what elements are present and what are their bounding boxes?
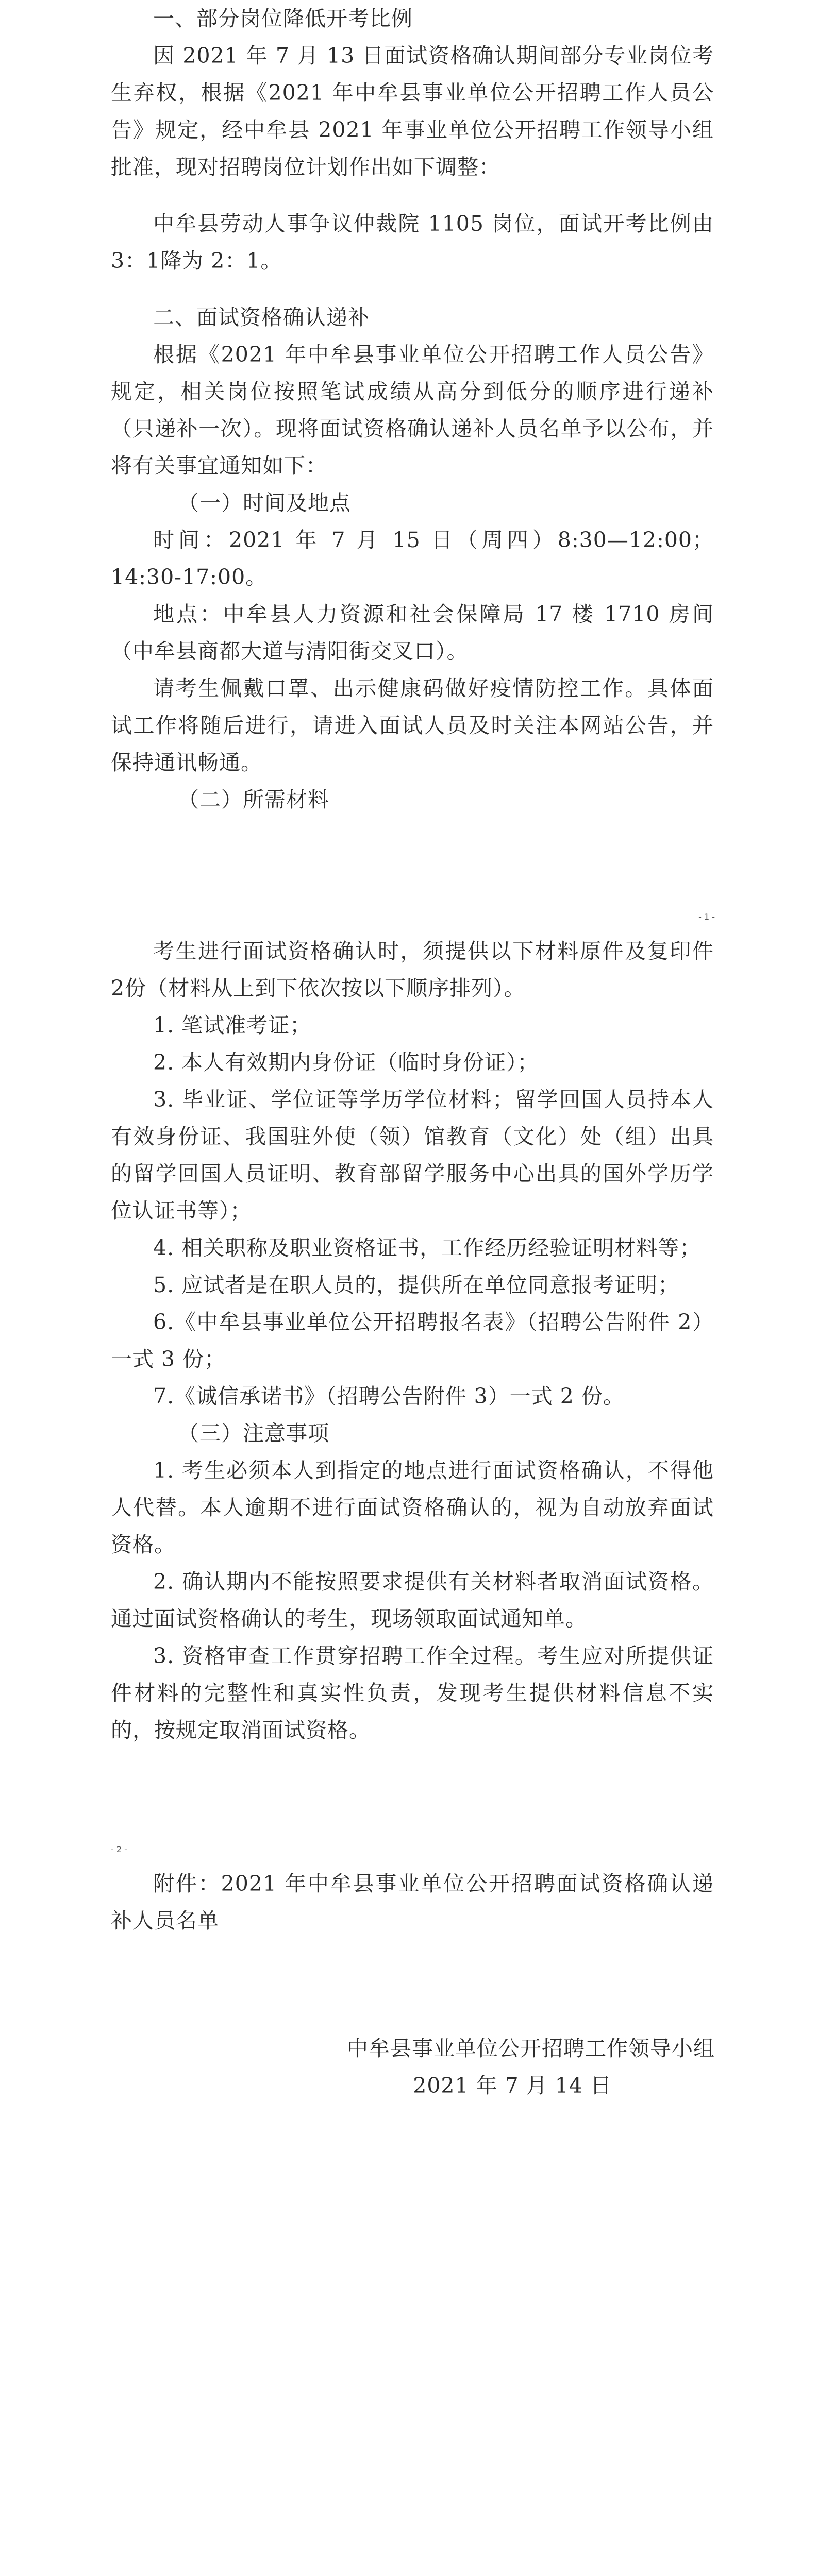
note-item-2: 2. 确认期内不能按照要求提供有关材料者取消面试资格。通过面试资格确认的考生，现场领取面试通知单。 <box>111 1569 714 1631</box>
material-item-2: 2. 本人有效期内身份证（临时身份证）； <box>153 1050 539 1075</box>
paragraph-materials-intro: 考生进行面试资格确认时，须提供以下材料原件及复印件 2份（材料从上到下依次按以下顺序排列）。 <box>111 939 714 1001</box>
signature-block <box>347 2030 715 2104</box>
subheading-materials: （二）所需材料 <box>178 787 329 812</box>
material-item-3: 3. 毕业证、学位证等学历学位材料；留学回国人员持本人有效身份证、我国驻外使（领）馆教育（文化）处（组）出具的留学回国人员证明、教育部留学服务中心出具的国外学历学位认证书等）； <box>111 1087 714 1223</box>
document-page-2 <box>0 933 818 1865</box>
note-item-3: 3. 资格审查工作贯穿招聘工作全过程。考生应对所提供证件材料的完整性和真实性负责，发现考生提供材料信息不实的，按规定取消面试资格。 <box>111 1643 714 1742</box>
paragraph-place: 地点：中牟县人力资源和社会保障局 17 楼 1710 房间（中牟县商都大道与清阳街交叉口）。 <box>111 602 714 664</box>
material-item-4: 4. 相关职称及职业资格证书，工作经历经验证明材料等； <box>153 1235 702 1260</box>
note-item-1: 1. 考生必须本人到指定的地点进行面试资格确认，不得他人代替。本人逾期不进行面试资格确认的，视为自动放弃面试资格。 <box>111 1458 714 1557</box>
page-3-body <box>111 1865 714 1939</box>
page-number-1: - 1 - <box>698 912 715 922</box>
material-item-5: 5. 应试者是在职人员的，提供所在单位同意报考证明； <box>153 1273 680 1297</box>
section-heading-1: 一、部分岗位降低开考比例 <box>153 6 413 31</box>
document-page-3 <box>0 1865 818 2576</box>
paragraph-adjustment-detail: 中牟县劳动人事争议仲裁院 1105 岗位，面试开考比例由3：1降为 2：1。 <box>111 211 714 273</box>
document-page-1 <box>0 0 818 933</box>
signature-organization: 中牟县事业单位公开招聘工作领导小组 <box>347 2036 715 2061</box>
material-item-7: 7.《诚信承诺书》（招聘公告附件 3）一式 2 份。 <box>153 1384 625 1409</box>
material-item-1: 1. 笔试准考证； <box>153 1013 312 1038</box>
paragraph-supplement-rule: 根据《2021 年中牟县事业单位公开招聘工作人员公告》规定，相关岗位按照笔试成绩从高分到低分的顺序进行递补（只递补一次）。现将面试资格确认递补人员名单予以公布，并将有关事宜通知如下： <box>111 342 714 478</box>
paragraph-time: 时间：2021 年 7 月 15 日（周四）8:30—12:00；14:30-17:00。 <box>111 528 714 589</box>
page-number-2: - 2 - <box>111 1844 127 1854</box>
signature-date: 2021 年 7 月 14 日 <box>413 2073 612 2098</box>
page-2-body <box>111 933 714 1749</box>
section-heading-2: 二、面试资格确认递补 <box>153 305 370 330</box>
paragraph-attachment: 附件：2021 年中牟县事业单位公开招聘面试资格确认递补人员名单 <box>111 1871 714 1933</box>
material-item-6: 6.《中牟县事业单位公开招聘报名表》（招聘公告附件 2）一式 3 份； <box>111 1310 714 1371</box>
subheading-time-place: （一）时间及地点 <box>178 490 351 515</box>
subheading-notes: （三）注意事项 <box>178 1421 329 1446</box>
paragraph-epidemic-notice: 请考生佩戴口罩、出示健康码做好疫情防控工作。具体面试工作将随后进行，请进入面试人员及时关注本网站公告，并保持通讯畅通。 <box>111 676 714 775</box>
paragraph-adjustment-reason: 因 2021 年 7 月 13 日面试资格确认期间部分专业岗位考生弃权，根据《2021 年中牟县事业单位公开招聘工作人员公告》规定，经中牟县 2021 年事业单位公开招聘工作领导小组批准，现对招聘岗位计划作出如下调整： <box>111 43 714 179</box>
page-1-body <box>111 0 714 818</box>
